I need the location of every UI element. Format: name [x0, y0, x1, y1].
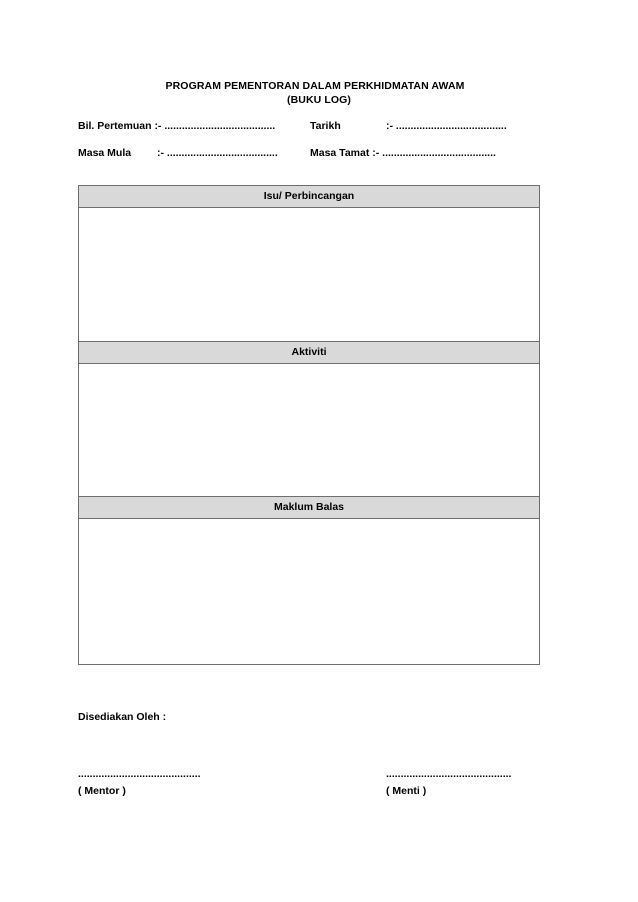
start-time-value-field: :- ......................................	[157, 147, 278, 159]
document-subtitle: (BUKU LOG)	[287, 94, 351, 106]
meeting-number-field: Bil. Pertemuan :- ......................................	[78, 120, 276, 132]
feedback-section-header: Maklum Balas	[79, 497, 539, 519]
mentor-signature-line: ..........................................	[78, 768, 201, 780]
activity-section	[78, 341, 540, 497]
issues-section-body[interactable]	[79, 208, 539, 341]
activity-section-body[interactable]	[79, 364, 539, 496]
prepared-by-label: Disediakan Oleh :	[78, 711, 167, 723]
start-time-label: Masa Mula	[78, 147, 132, 159]
mentor-label: ( Mentor )	[78, 785, 126, 797]
mentee-signature-line: ...........................................	[386, 768, 512, 780]
end-time-field: Masa Tamat :- .......................................	[310, 147, 496, 159]
date-label: Tarikh	[310, 120, 341, 132]
activity-section-header: Aktiviti	[79, 342, 539, 364]
issues-section-header: Isu/ Perbincangan	[79, 186, 539, 208]
feedback-section	[78, 496, 540, 665]
feedback-section-body[interactable]	[79, 519, 539, 664]
mentee-label: ( Menti )	[386, 785, 427, 797]
document-title: PROGRAM PEMENTORAN DALAM PERKHIDMATAN AWAM	[165, 80, 465, 92]
date-value-field: :- ......................................	[386, 120, 507, 132]
issues-section	[78, 185, 540, 342]
